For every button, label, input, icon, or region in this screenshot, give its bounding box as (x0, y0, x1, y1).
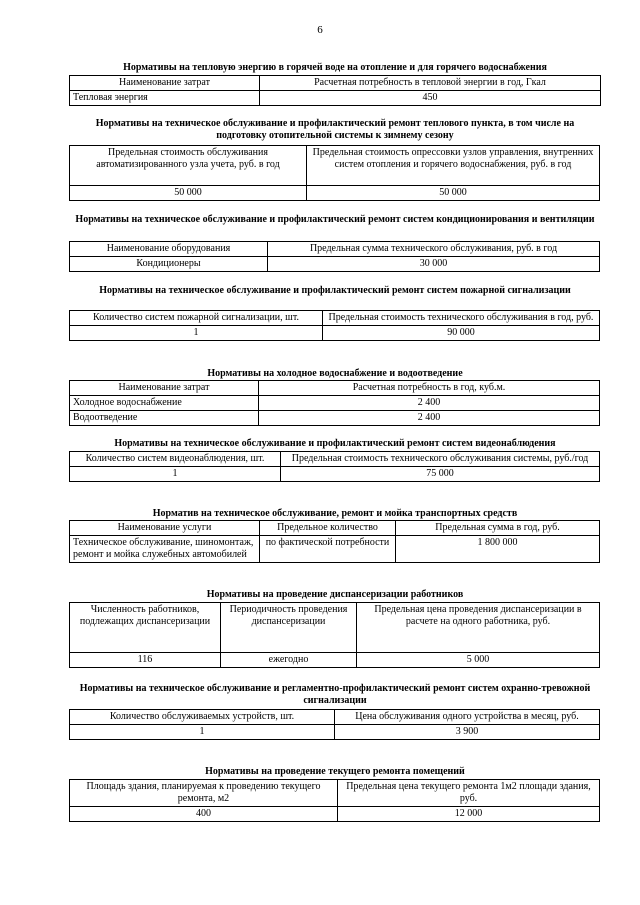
table-cell: ежегодно (221, 653, 357, 668)
table-cell: 50 000 (70, 186, 307, 201)
header-cell: Предельная стоимость обслуживания автоматизированного узла учета, руб. в год (70, 146, 307, 186)
table-row (70, 725, 600, 740)
table-cell: 1 800 000 (396, 536, 600, 563)
table-ventilation (69, 241, 600, 272)
header-cell: Цена обслуживания одного устройства в месяц, руб. (335, 710, 600, 725)
table-repair (69, 779, 600, 822)
header-cell: Наименование затрат (70, 381, 259, 396)
table-cell: Водоотведение (70, 411, 259, 426)
table-cell: 2 400 (259, 396, 600, 411)
header-cell: Численность работников, подлежащих диспансеризации (70, 603, 221, 653)
table-cctv (69, 451, 600, 482)
header-cell: Площадь здания, планируемая к проведению текущего ремонта, м2 (70, 780, 338, 807)
table-cell: Тепловая энергия (70, 91, 260, 106)
table-cell: 400 (70, 807, 338, 822)
section-title-security-alarm: Нормативы на техническое обслуживание и регламентно-профилактический ремонт систем охранно-тревожной сигнализации (79, 683, 591, 706)
table-row (70, 411, 600, 426)
table-cell: 3 900 (335, 725, 600, 740)
table-row (70, 467, 600, 482)
table-heat-point (69, 145, 600, 201)
header-cell: Предельная сумма в год, руб. (396, 521, 600, 536)
header-cell: Предельное количество (260, 521, 396, 536)
table-vehicles (69, 520, 600, 563)
header-cell: Предельная стоимость технического обслуживания системы, руб./год (281, 452, 600, 467)
table-row (70, 257, 600, 272)
page-number: 6 (317, 24, 323, 36)
header-cell: Предельная стоимость опрессовки узлов управления, внутренних систем отопления и горячего водоснабжения, руб. в год (307, 146, 600, 186)
table-cell: 2 400 (259, 411, 600, 426)
section-title-vehicles: Норматив на техническое обслуживание, ремонт и мойка транспортных средств (152, 508, 518, 519)
table-header-row (70, 521, 600, 536)
table-header-row (70, 452, 600, 467)
header-cell: Расчетная потребность в год, куб.м. (259, 381, 600, 396)
header-cell: Предельная цена проведения диспансеризации в расчете на одного работника, руб. (357, 603, 600, 653)
header-cell: Расчетная потребность в тепловой энергии в год, Гкал (260, 76, 601, 91)
table-cell: 30 000 (268, 257, 600, 272)
table-header-row (70, 242, 600, 257)
header-cell: Наименование услуги (70, 521, 260, 536)
header-cell: Количество систем пожарной сигнализации, шт. (70, 311, 323, 326)
table-cell: 1 (70, 725, 335, 740)
table-row (70, 186, 600, 201)
table-cell: 5 000 (357, 653, 600, 668)
table-header-row (70, 780, 600, 807)
section-title-medical: Нормативы на проведение диспансеризации работников (206, 589, 464, 600)
section-title-heat-point: Нормативы на техническое обслуживание и профилактический ремонт теплового пункта, в том числе на подготовку отопительной системы к зимнему сезону (95, 118, 575, 141)
table-cell: 75 000 (281, 467, 600, 482)
header-cell: Количество обслуживаемых устройств, шт. (70, 710, 335, 725)
section-title-cctv: Нормативы на техническое обслуживание и профилактический ремонт систем видеонаблюдения (114, 438, 556, 449)
table-header-row (70, 311, 600, 326)
table-header-row (70, 603, 600, 653)
header-cell: Наименование оборудования (70, 242, 268, 257)
table-row (70, 396, 600, 411)
table-water (69, 380, 600, 426)
table-medical (69, 602, 600, 668)
table-header-row (70, 76, 601, 91)
table-cell: 50 000 (307, 186, 600, 201)
table-row (70, 326, 600, 341)
header-cell: Периодичность проведения диспансеризации (221, 603, 357, 653)
table-cell: 1 (70, 467, 281, 482)
table-cell: 90 000 (323, 326, 600, 341)
section-title-heat-energy: Нормативы на тепловую энергию в горячей воде на отопление и для горячего водоснабжения (123, 62, 547, 73)
section-title-repair: Нормативы на проведение текущего ремонта помещений (205, 766, 465, 777)
table-row (70, 653, 600, 668)
header-cell: Предельная стоимость технического обслуживания в год, руб. (323, 311, 600, 326)
table-fire-alarm (69, 310, 600, 341)
table-header-row (70, 146, 600, 186)
header-cell: Предельная цена текущего ремонта 1м2 площади здания, руб. (338, 780, 600, 807)
table-cell: 1 (70, 326, 323, 341)
table-cell: Техническое обслуживание, шиномонтаж, ремонт и мойка служебных автомобилей (70, 536, 260, 563)
table-row (70, 536, 600, 563)
header-cell: Количество систем видеонаблюдения, шт. (70, 452, 281, 467)
table-header-row (70, 381, 600, 396)
table-security-alarm (69, 709, 600, 740)
table-cell: Холодное водоснабжение (70, 396, 259, 411)
table-heat-energy (69, 75, 601, 106)
section-title-water: Нормативы на холодное водоснабжение и водоотведение (207, 368, 463, 379)
section-title-fire-alarm: Нормативы на техническое обслуживание и профилактический ремонт систем пожарной сигнализации (99, 285, 571, 296)
table-row (70, 91, 601, 106)
table-cell: 116 (70, 653, 221, 668)
table-header-row (70, 710, 600, 725)
header-cell: Предельная сумма технического обслуживания, руб. в год (268, 242, 600, 257)
table-row (70, 807, 600, 822)
table-cell: Кондиционеры (70, 257, 268, 272)
header-cell: Наименование затрат (70, 76, 260, 91)
table-cell: 450 (260, 91, 601, 106)
section-title-ventilation: Нормативы на техническое обслуживание и профилактический ремонт систем кондиционирования и вентиляции (75, 214, 595, 225)
table-cell: по фактической потребности (260, 536, 396, 563)
table-cell: 12 000 (338, 807, 600, 822)
